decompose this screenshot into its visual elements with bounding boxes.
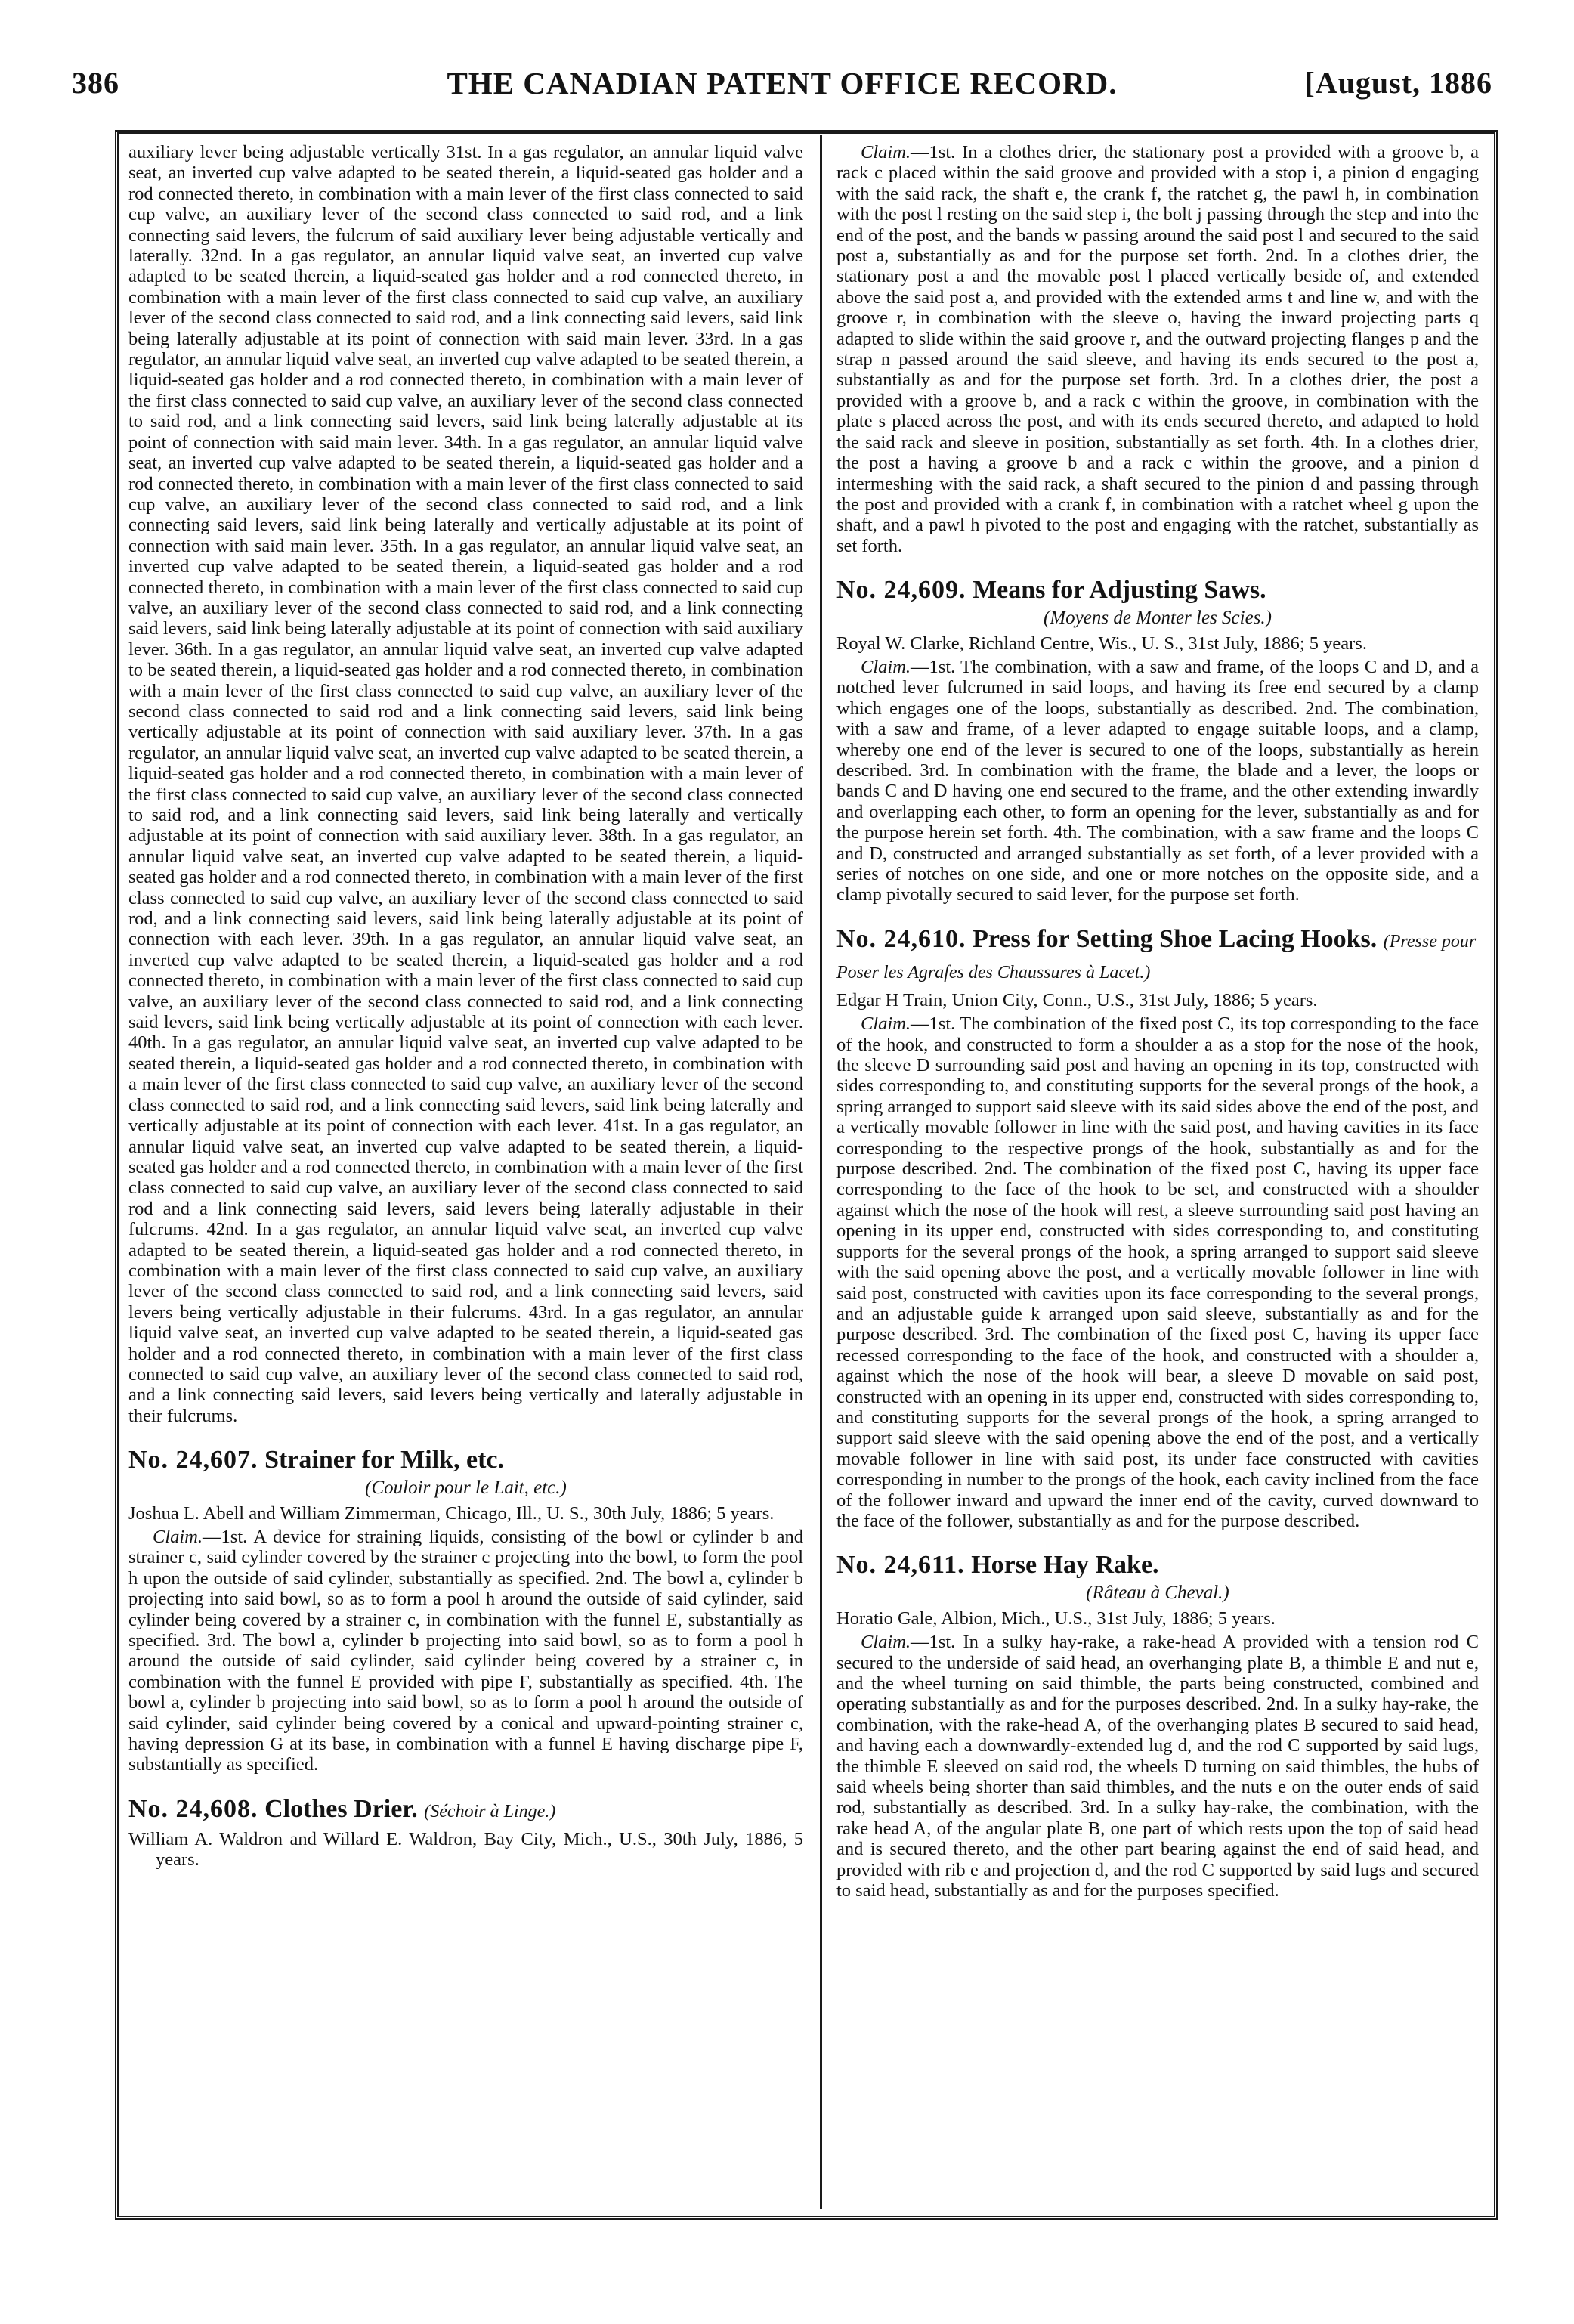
patent-24609: [836, 576, 1479, 905]
patent-french-title: (Presse pour Poser les Agrafes des Chaussures à Lacet.): [836, 931, 1477, 983]
claim-text: —1st. The combination of the fixed post C, its top corresponding to the face of the hook, and constructed to form a shoulder a as a stop for the nose of the hook, the sleeve D surrounding said post and having an opening in its top, constructed with sides corresponding to, and constituting supports for the several prongs of the hook, a spring arranged to support said sleeve with its said sides above the end of the post, and a vertically movable follower in line with the said post, and having cavities in its face corresponding to the respective prongs of the hook, substantially as and for the purpose described. 2nd. The combination of the fixed post C, having its upper face corresponding to the face of the hook to be set, and constructed with a shoulder against which the nose of the hook will rest, a sleeve surrounding said post having an opening in its upper end, constructed with sides corresponding to, and constituting supports for the several prongs of the hook, a spring arranged to support said sleeve with the said opening above the post, and a vertically movable follower in line with said post, constructed with cavities upon its face corresponding to the several prongs, and an adjustable guide k arranged upon said sleeve, substantially as and for the purpose described. 3rd. The combination of the fixed post C, having its upper face recessed corresponding to the face of the hook, and constructed with a shoulder a, against which the nose of the hook will bear, a sleeve D movable on said post, constructed with an opening in its upper end, constructed with sides corresponding to, and constituting supports for the several prongs of the hook, a spring arranged to support said sleeve with the said opening above the end of the post, and a vertically movable follower in line with said post, its under face constructed with cavities corresponding in number to the prongs of the hook, each cavity inclined from the face of the follower inward and upward the inner end of the cavity, curved downward to the face of the follower, substantially as and for the purpose described.: [836, 1013, 1479, 1531]
left-column: [128, 142, 803, 2194]
patent-24608-claim: [836, 142, 1479, 556]
claim-label: Claim.: [861, 656, 911, 677]
page-number: 386: [72, 66, 119, 100]
patent-heading: [836, 576, 1479, 605]
patent-french-title: (Couloir pour le Lait, etc.): [365, 1478, 567, 1499]
issue-date: [August, 1886: [1304, 66, 1492, 100]
patent-number: No. 24,609.: [836, 576, 966, 605]
patent-claim: [836, 657, 1479, 905]
patent-title: Means for Adjusting Saws.: [973, 576, 1266, 605]
patent-inventor: Royal W. Clarke, Richland Centre, Wis., U. S., 31st July, 1886; 5 years.: [836, 633, 1367, 654]
continued-claims: auxiliary lever being adjustable vertically 31st. In a gas regulator, an annular liquid valve seat, an inverted cup valve adapted to be seated therein, a liquid-seated gas holder and a rod connected thereto, in combination with a main lever of the first class connected to said cup valve, an auxiliary lever of the second class connected to said rod, and a link connecting said levers, the fulcrum of said auxiliary lever being adjustable vertically and laterally. 32nd. In a gas regulator, an annular liquid valve seat, an inverted cup valve adapted to be seated therein, a liquid-seated gas holder and a rod connected thereto, in combination with a main lever of the first class connected to said cup valve, an auxiliary lever of the second class connected to said rod, and a link connecting said levers, said link being laterally adjustable at its point of connection with said main lever. 33rd. In a gas regulator, an annular liquid valve seat, an inverted cup valve adapted to be seated therein, a liquid-seated gas holder and a rod connected thereto, in combination with a main lever of the first class connected to said cup valve, an auxiliary lever of the second class connected to said rod, and a link connecting said levers, said link being laterally adjustable at its point of connection with said main lever. 34th. In a gas regulator, an annular liquid valve seat, an inverted cup valve adapted to be seated therein, a liquid-seated gas holder and a rod connected thereto, in combination with a main lever of the first class connected to said cup valve, an auxiliary lever of the second class connected to said rod, and a link connecting said levers, said link being laterally and vertically adjustable at its point of connection with said main lever. 35th. In a gas regulator, an annular liquid valve seat, an inverted cup valve adapted to be seated therein, a liquid-seated gas holder and a rod connected thereto, in combination with a main lever of the first class connected to said cup valve, an auxiliary lever of the second class connected to said rod, and a link connecting said levers, said link being laterally adjustable at its point of connection with said auxiliary lever. 36th. In a gas regulator, an annular liquid valve seat, an inverted cup valve adapted to be seated therein, a liquid-seated gas holder and a rod connected thereto, in combination with a main lever of the first class connected to said cup valve, an auxiliary lever of the second class connected to said rod and a link connecting said levers, said link being vertically adjustable at its point of connection with said auxiliary lever. 37th. In a gas regulator, an annular liquid valve seat, an inverted cup valve adapted to be seated therein, a liquid-seated gas holder and a rod connected thereto, in combination with a main lever of the first class connected to said cup valve, an auxiliary lever of the second class connected to said rod, and a link connecting said levers, said link being laterally and vertically adjustable at its point of connection with said auxiliary lever. 38th. In a gas regulator, an annular liquid valve seat, an inverted cup valve adapted to be seated therein, a liquid-seated gas holder and a rod connected thereto, in combination with a main lever of the first class connected to said cup valve, an auxiliary lever of the second class connected to said rod, and a link connecting said levers, said link being laterally adjustable at its point of connection with each lever. 39th. In a gas regulator, an annular liquid valve seat, an inverted cup valve adapted to be seated therein, a liquid-seated gas holder and a rod connected thereto, in combination with a main lever of the first class connected to said cup valve, an auxiliary lever of the second class connected to said rod, and a link connecting said levers, said link being vertically adjustable at its point of connection with each lever. 40th. In a gas regulator, an annular liquid valve seat, an inverted cup valve adapted to be seated therein, a liquid-seated gas holder and a rod connected thereto, in combination with a main lever of the first class connected to said cup valve, an auxiliary lever of the second class connected to said rod, and a link connecting said levers, said link being laterally and vertically adjustable at its point of connection with each lever. 41st. In a gas regulator, an annular liquid valve seat, an inverted cup valve adapted to be seated therein, a liquid-seated gas holder and a rod connected thereto, in combination with a main lever of the first class connected to said cup valve, an auxiliary lever of the second class connected to said rod and a link connecting said levers, said levers being laterally adjustable in their fulcrums. 42nd. In a gas regulator, an annular liquid valve seat, an inverted cup valve adapted to be seated therein, a liquid-seated gas holder and a rod connected thereto, in combination with a main lever of the first class connected to said cup valve, an auxiliary lever of the second class connected to said rod, and a link connecting said levers, said levers being vertically adjustable in their fulcrums. 43rd. In a gas regulator, an annular liquid valve seat, an inverted cup valve adapted to be seated therein, a liquid-seated gas holder and a rod connected thereto, in combination with a main lever of the first class connected to said cup valve, an auxiliary lever of the second class connected to said rod, and a link connecting said levers, said levers being vertically and laterally adjustable in their fulcrums.: [128, 142, 803, 1426]
patent-inventor: Horatio Gale, Albion, Mich., U.S., 31st July, 1886; 5 years.: [836, 1608, 1276, 1629]
patent-french-title: (Râteau à Cheval.): [1086, 1583, 1229, 1604]
column-rule: [820, 135, 822, 2209]
patent-claim: [836, 1632, 1479, 1901]
patent-heading: [128, 1795, 803, 1826]
patent-claim: [836, 1013, 1479, 1531]
patent-french-title: (Séchoir à Linge.): [424, 1801, 556, 1821]
claim-text: —1st. The combination, with a saw and frame, of the loops C and D, and a notched lever fulcrumed in said loops, and having its free end secured by a clamp which engages one of the loops, substantially as described. 2nd. The combination, with a saw and frame, of a lever adapted to engage suitable loops, and a clamp, whereby one end of the lever is secured to one of the loops, substantially as herein described. 3rd. In combination with the frame, the blade and a lever, the loops or bands C and D having one end secured to the frame, and the other extending inwardly and overlapping each other, to form an opening for the lever, substantially as and for the purpose herein set forth. 4th. The combination, with a saw frame and the loops C and D, constructed and arranged substantially as set forth, of a lever provided with a series of notches on one side, and one or more notches on the opposite side, and a clamp pivotally secured to said lever, for the purpose set forth.: [836, 656, 1479, 905]
patent-title: Strainer for Milk, etc.: [264, 1446, 505, 1475]
patent-title: Horse Hay Rake.: [971, 1551, 1159, 1580]
patent-heading: [128, 1446, 803, 1475]
patent-inventor: Joshua L. Abell and William Zimmerman, Chicago, Ill., U. S., 30th July, 1886; 5 years.: [128, 1502, 775, 1524]
patent-heading: [836, 1551, 1479, 1580]
patent-24611: [836, 1551, 1479, 1901]
patent-title: Clothes Drier.: [264, 1794, 418, 1823]
claim-text: —1st. A device for straining liquids, consisting of the bowl or cylinder b and strainer c, said cylinder covered by the strainer c projecting into the bowl, to form the pool h upon the outside of said cylinder, substantially as specified. 2nd. The bowl a, cylinder b projecting into said bowl, so as to form a pool h around the outside of said cylinder, said cylinder being covered by a strainer c, in combination with the funnel E, substantially as specified. 3rd. The bowl a, cylinder b projecting into said bowl, so as to form a pool h around the outside of said cylinder, said cylinder being covered by a strainer c, in combination with the funnel E provided with pipe F, substantially as specified. 4th. The bowl a, cylinder b projecting into said bowl, so as to form a pool h around the outside of said cylinder, said cylinder being covered by a conical and upward-pointing strainer c, having depression G at its base, in combination with a funnel E having discharge pipe F, substantially as specified.: [128, 1527, 803, 1775]
claim-label: Claim.: [861, 142, 911, 162]
claim-text: —1st. In a clothes drier, the stationary post a provided with a groove b, a rack c placed within the said groove and provided with a stop i, a pinion d engaging with the said rack, the shaft e, the crank f, the ratchet g, the pawl h, in combination with the post l resting on the said step i, the bolt j passing through the step and into the end of the post, and the bands w passing around the said post l and secured to the said post a, substantially as and for the purpose set forth. 2nd. In a clothes drier, the stationary post a and the movable post l placed vertically beside of, and extended above the said post a, and provided with the extended arms t and line w, and with the groove r, in combination with the sleeve o, having the inward projecting parts q adapted to slide within the said groove r, and the outward projecting flanges p and the strap n passed around the said sleeve, and having its ends secured to the post a, substantially as and for the purpose set forth. 3rd. In a clothes drier, the post a provided with a groove b, and a rack c within the groove, in combination with the plate s placed across the post, and with its ends secured thereto, and adapted to hold the said rack and sleeve in position, substantially as set forth. 4th. In a clothes drier, the post a having a groove b and a rack c within the groove, and a pinion d intermeshing with the said rack, a shaft secured to the pinion d and passing through the post and provided with a crank f, in combination with a ratchet wheel g upon the shaft, and a pawl h pivoted to the post and engaging with the ratchet, substantially as set forth.: [836, 142, 1479, 556]
patent-claim: [128, 1527, 803, 1775]
claim-label: Claim.: [861, 1632, 911, 1653]
claim-label: Claim.: [861, 1013, 911, 1035]
patent-heading: [836, 925, 1479, 987]
claim-label: Claim.: [153, 1527, 203, 1547]
patent-number: No. 24,607.: [128, 1446, 258, 1475]
patent-24608: [128, 1795, 803, 1871]
patent-french-title: (Moyens de Monter les Scies.): [1044, 608, 1272, 629]
patent-number: No. 24,611.: [836, 1551, 965, 1580]
publication-title: THE CANADIAN PATENT OFFICE RECORD.: [447, 66, 1118, 101]
patent-title: Press for Setting Shoe Lacing Hooks.: [973, 924, 1378, 953]
claim-text: —1st. In a sulky hay-rake, a rake-head A provided with a tension rod C secured to the underside of said head, an overhanging plate B, a thimble E and nut e, and the wheel turning on said thimble, the parts being constructed, combined and operating substantially as and for the purposes described. 2nd. In a sulky hay-rake, the combination, with the rake-head A, of the overhanging plates B secured to said head, and having each a downwardly-extended lug d, and the rod C supported by said lugs, the thimble E sleeved on said rod, the wheels D turning on said thimbles, the hubs of said wheels being shorter than said thimbles, and the nuts e on the outer ends of said rod, substantially as described. 3rd. In a sulky hay-rake, the combination, with the rake head A, of the angular plate B, one part of which rests upon the top of said head and is secured thereto, and the other part bearing against the end of said head, and provided with rib e and projection d, and the rod C supported by said lugs and secured to said head, substantially as and for the purposes specified.: [836, 1632, 1479, 1902]
page-header: [72, 59, 1492, 104]
patent-number: No. 24,610.: [836, 924, 966, 953]
patent-inventor: Edgar H Train, Union City, Conn., U.S., 31st July, 1886; 5 years.: [836, 989, 1318, 1010]
patent-24607: [128, 1446, 803, 1775]
right-column: [836, 142, 1479, 2194]
patent-inventor: William A. Waldron and Willard E. Waldron, Bay City, Mich., U.S., 30th July, 1886, 5 years.: [128, 1828, 803, 1871]
patent-24610: [836, 925, 1479, 1532]
patent-number: No. 24,608.: [128, 1794, 258, 1823]
